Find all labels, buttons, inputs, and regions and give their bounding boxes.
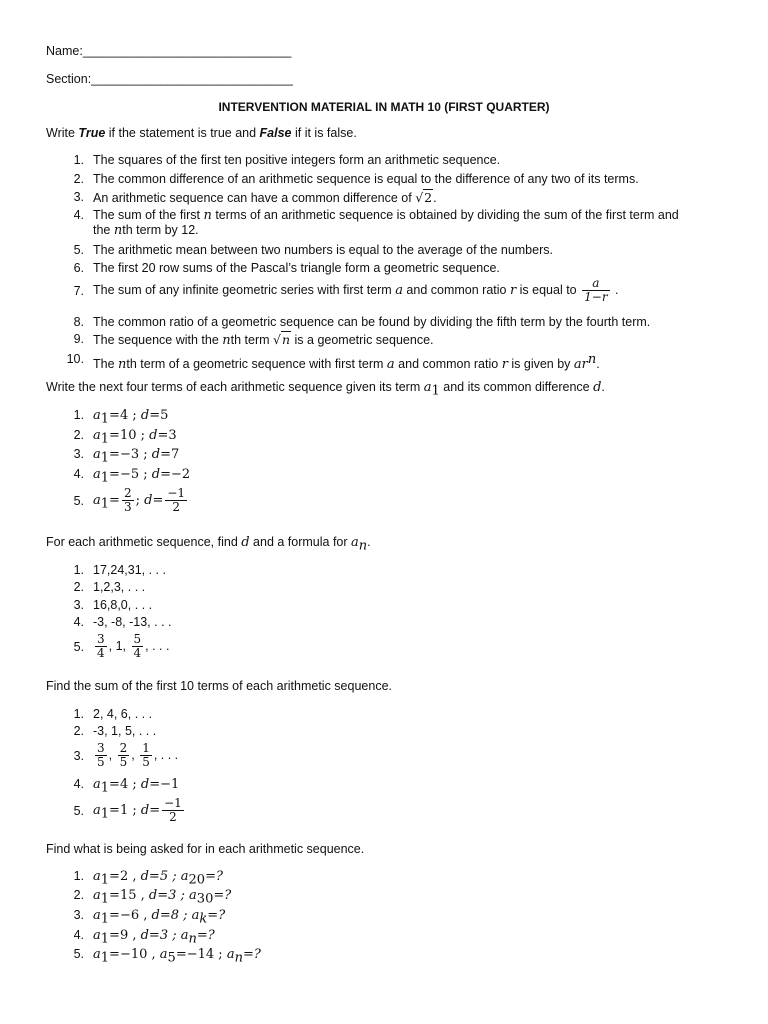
tf-item: 9. The sequence with the nth term √n is a geometric sequence. <box>73 332 434 348</box>
tf-item: 2. The common difference of an arithmetic sequence is equal to the difference of any two of its terms. <box>73 172 639 186</box>
sequence-item: 5. $\frac{3}{4}$ , 1, $\frac{5}{4}$ , . . . <box>73 632 170 660</box>
sequence-item: 3. $a_1=-6$ , d=8 ; $a_k=$? <box>73 908 226 927</box>
sequence-item: 1. $a_1=2$ , d=5 ; $a_{20}=$? <box>73 869 223 888</box>
fraction: $\frac{2}{5}$ <box>119 741 128 769</box>
tf-item: 1. The squares of the first ten positive integers form an arithmetic sequence. <box>73 153 501 167</box>
part4-instructions: Find the sum of the first 10 terms of each arithmetic sequence. <box>46 679 392 693</box>
tf-item: 10. The nth term of a geometric sequence with first term a and common ratio r is given by $ar^n$. <box>66 352 600 373</box>
section-field: Section:_____________________________ <box>46 72 293 86</box>
part2-instructions: Write the next four terms of each arithmetic sequence given its term $a_1$ and its common difference d. <box>46 380 605 399</box>
name-field: Name:______________________________ <box>46 44 292 58</box>
part3-instructions: For each arithmetic sequence, find d and a formula for $a_n$. <box>46 535 371 554</box>
sequence-item: 5. $a_1=1$ ; d= $\frac{-1}{2}$ <box>73 796 182 824</box>
sequence-item: 1. 2, 4, 6, . . . <box>73 707 153 721</box>
sequence-item: 4. $a_1=-5$ ; d=−2 <box>73 467 191 486</box>
fraction: $\frac{-1}{2}$ <box>167 486 186 514</box>
sequence-item: 1. 17,24,31, . . . <box>73 563 166 577</box>
page-title: INTERVENTION MATERIAL IN MATH 10 (FIRST QUARTER) <box>218 100 550 114</box>
sequence-item: 2. 1,2,3, . . . <box>73 580 146 594</box>
tf-item: 7. The sum of any infinite geometric series with first term a and common ratio r is equal to $\frac{a}{1-r}$ . <box>73 276 619 304</box>
sequence-item: 3. $a_1=-3$ ; d=7 <box>73 447 180 466</box>
fraction: $\frac{5}{4}$ <box>133 632 142 660</box>
sequence-item: 3. $\frac{3}{5}$ , $\frac{2}{5}$ , $\frac{1}{5}$ , . . . <box>73 741 179 769</box>
sequence-item: 3. 16,8,0, . . . <box>73 598 153 612</box>
sequence-item: 2. -3, 1, 5, . . . <box>73 724 157 738</box>
fraction: $\frac{1}{5}$ <box>142 741 150 769</box>
fraction: $\frac{3}{5}$ <box>97 741 105 769</box>
tf-item: 5. The arithmetic mean between two numbers is equal to the average of the numbers. <box>73 243 553 257</box>
sqrt-symbol: √n <box>273 332 291 347</box>
sequence-item: 4. -3, -8, -13, . . . <box>73 615 172 629</box>
part1-instructions: Write True if the statement is true and False if it is false. <box>46 126 357 140</box>
sequence-item: 5. $a_1=-10$ , $a_5=-14$ ; $a_n=$? <box>73 947 261 966</box>
sequence-item: 4. $a_1=9$ , d=3 ; $a_n=$? <box>73 928 215 947</box>
tf-item: 6. The first 20 row sums of the Pascal’s triangle form a geometric sequence. <box>73 261 500 275</box>
tf-item: 8. The common ratio of a geometric sequence can be found by dividing the fifth term by the fourth term. <box>73 315 651 329</box>
sequence-item: 4. $a_1=4$ ; d=−1 <box>73 777 180 796</box>
sequence-item: 5. $a_1=$ $\frac{2}{3}$ ; d= $\frac{-1}{2}$ <box>73 486 186 514</box>
sequence-item: 2. $a_1=10$ ; d=3 <box>73 428 177 447</box>
fraction: $\frac{3}{4}$ <box>97 632 105 660</box>
sqrt-symbol: √2 <box>415 190 433 205</box>
tf-item: 4. The sum of the first n terms of an arithmetic sequence is obtained by dividing the sum of the first term and the nth term by 12. <box>73 208 679 238</box>
fraction: $\frac{2}{3}$ <box>123 486 132 514</box>
tf-item: 3. An arithmetic sequence can have a common difference of √2. <box>73 190 437 205</box>
fraction: $\frac{-1}{2}$ <box>164 796 182 824</box>
part5-instructions: Find what is being asked for in each arithmetic sequence. <box>46 842 365 856</box>
sequence-item: 2. $a_1=15$ , d=3 ; $a_{30}=$? <box>73 888 232 907</box>
sequence-item: 1. $a_1=4$ ; d=5 <box>73 408 169 427</box>
fraction: $\frac{a}{1-r}$ <box>584 276 608 304</box>
